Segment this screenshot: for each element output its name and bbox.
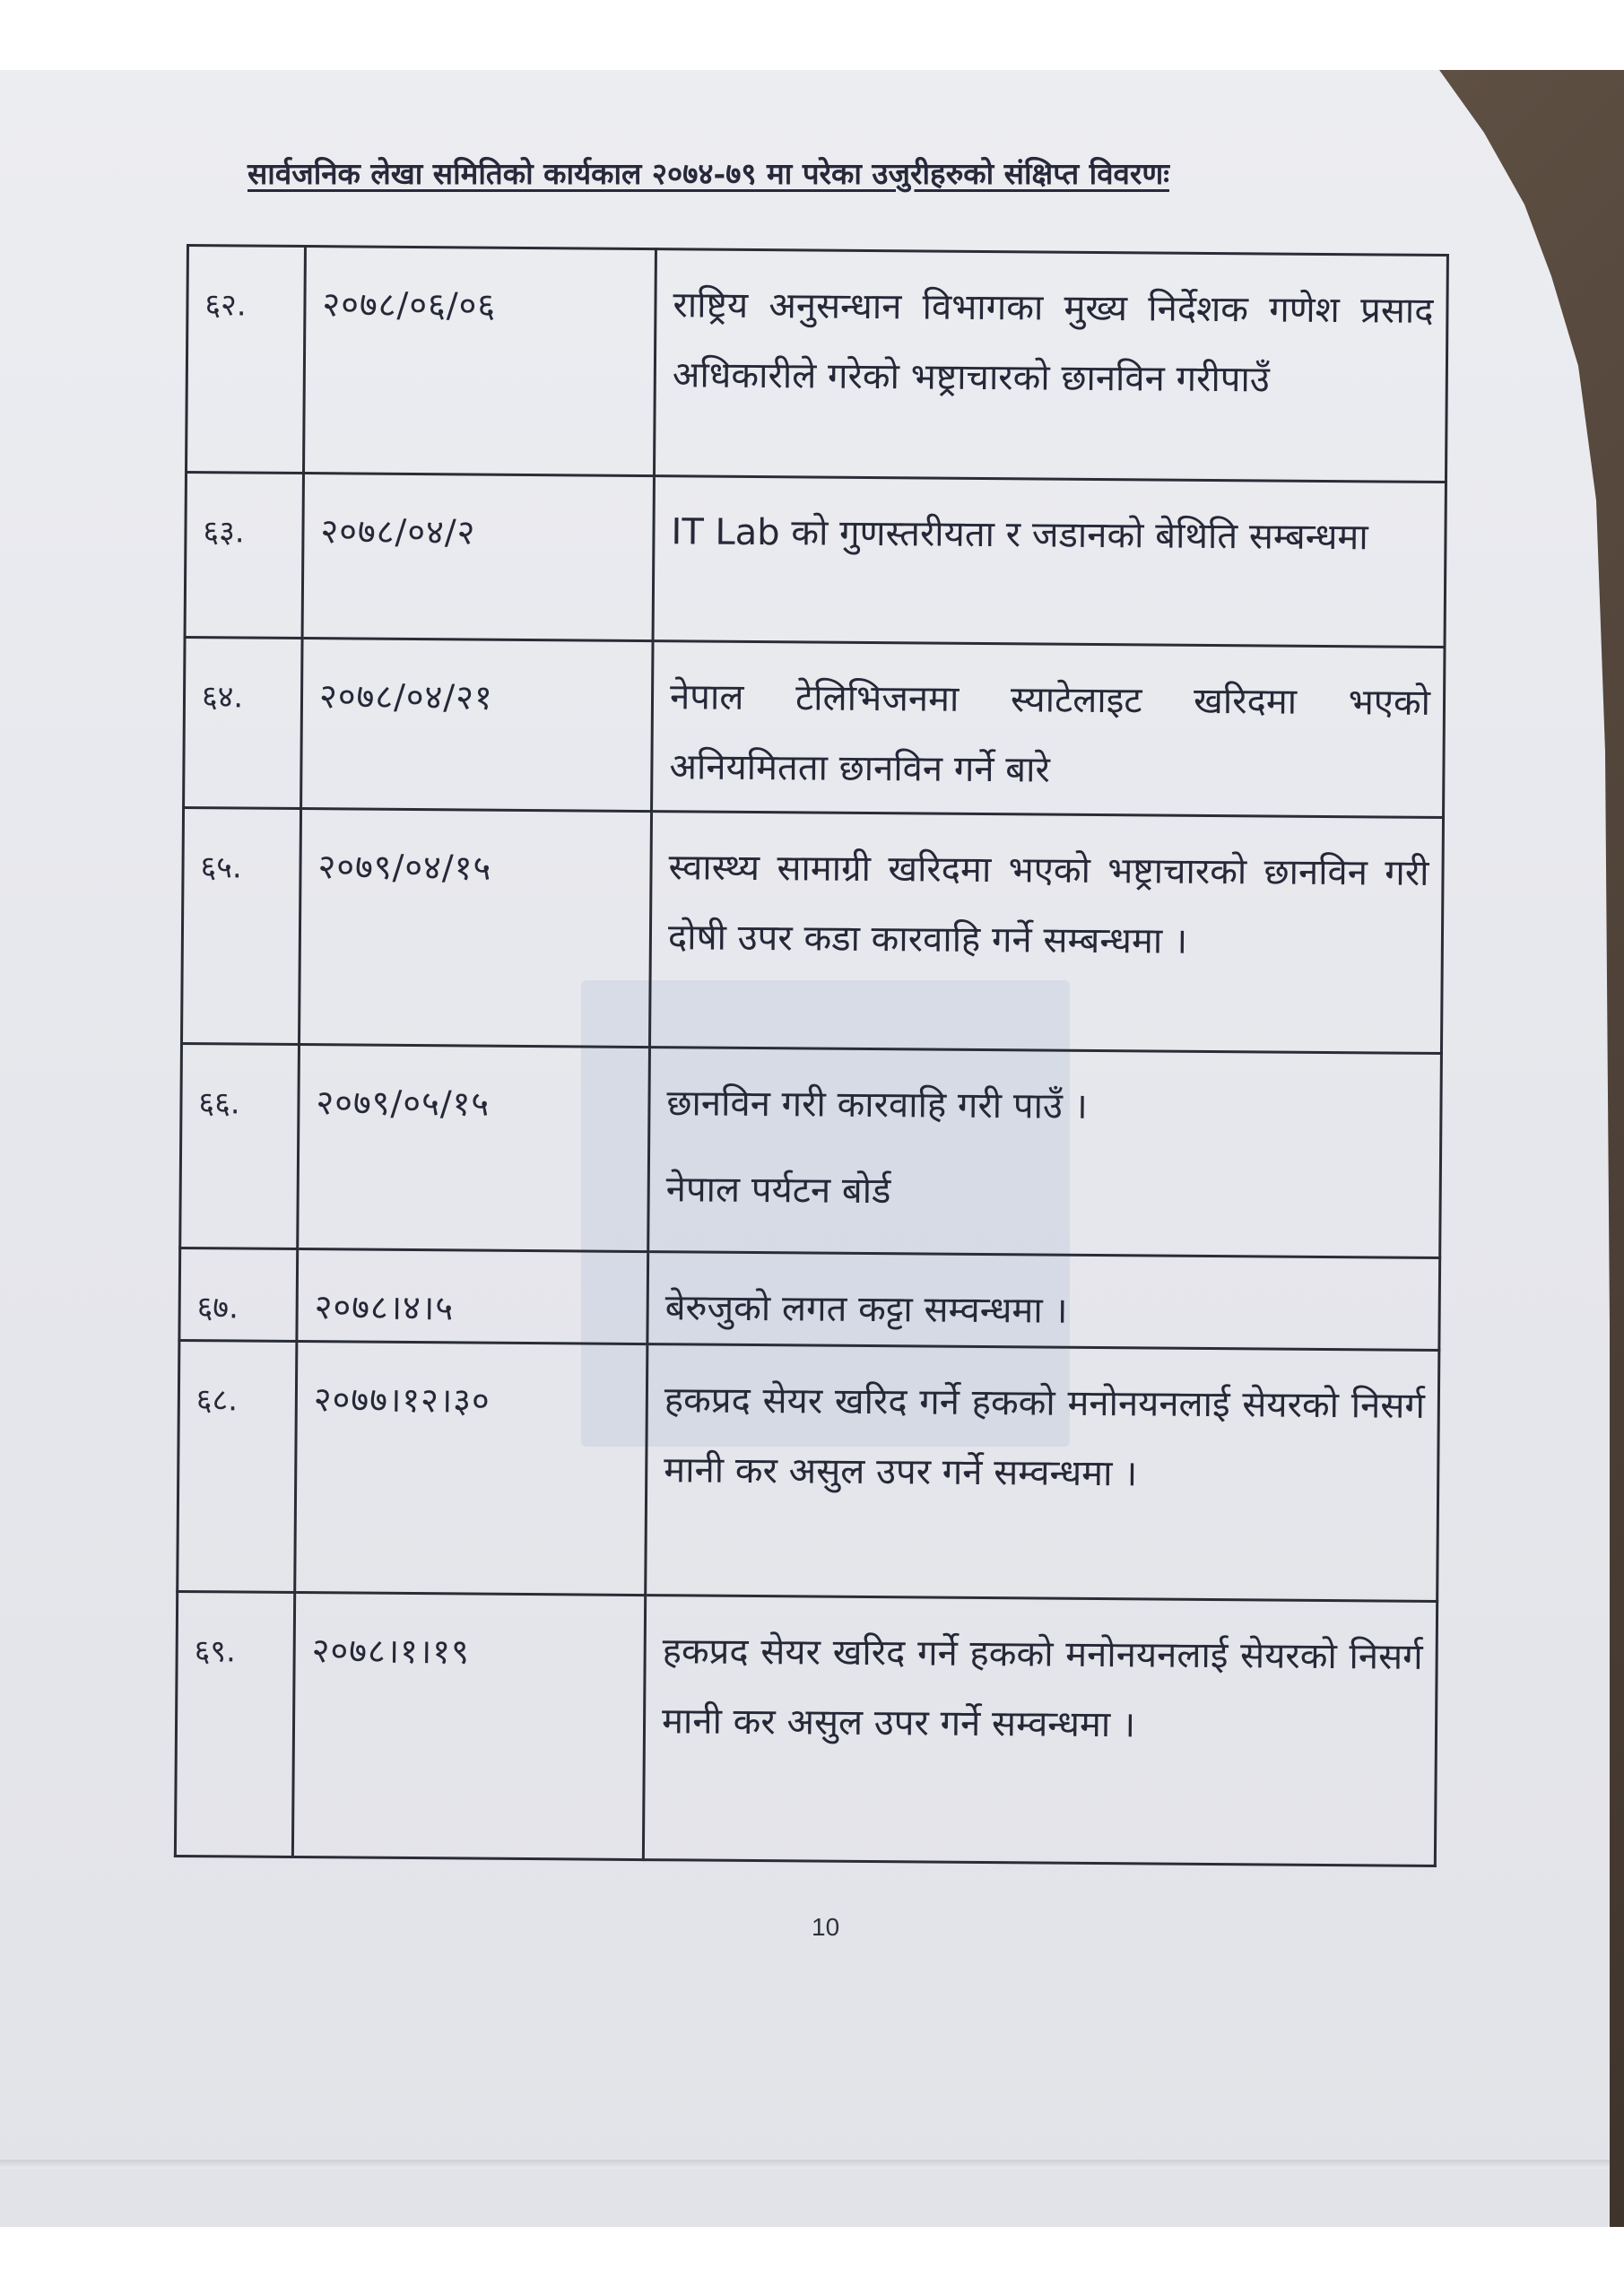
date-cell: २०७९/०५/१५ [298,1045,650,1252]
paper-stack-edge [0,2160,1624,2169]
subject-text: छानविन गरी कारवाहि गरी पाउँ । [666,1083,1088,1127]
table-row [180,1043,1442,1257]
subject-cell [654,249,1447,483]
serial-number-cell: ६२. [187,246,306,474]
subject-text: IT Lab को गुणस्तरीयता र जडानको बेथिति सम्बन्धमा [671,511,1368,559]
complaints-table-body [175,246,1447,1866]
subject-text: हकप्रद सेयर खरिद गर्ने हकको मनोनयनलाई सेयरको निसर्ग मानी कर असुल उपर गर्ने सम्वन्धमा । [661,1631,1423,1746]
subject-cell [647,1252,1440,1351]
subject-cell [653,476,1446,648]
date-cell: २०७८/०४/२ [302,474,654,641]
table-row [175,1591,1437,1866]
subject-text: नेपाल टेलिभिजनमा स्याटेलाइट खरिदमा भएको अनियमितता छानविन गर्ने बारे [669,676,1431,791]
serial-number-cell: ६५. [181,807,300,1044]
subject-cell [648,1048,1442,1258]
subject-cell [643,1596,1437,1866]
subject-cell [652,641,1445,818]
date-cell: २०७८/०६/०६ [303,247,656,476]
subject-cell [646,1344,1439,1602]
page-number: 10 [812,1913,840,1941]
serial-number-cell: ६४. [184,637,302,808]
subject-text: बेरुजुको लगत कट्टा सम्वन्धमा । [664,1287,1068,1332]
date-cell: २०७९/०४/१५ [299,809,651,1048]
date-cell: २०७८।४।५ [297,1249,648,1344]
subject-text: नेपाल पर्यटन बोर्ड [665,1169,891,1213]
date-cell: २०७७।१२।३० [295,1342,647,1596]
table-row [185,473,1446,648]
table-row [184,637,1445,817]
serial-number-cell: ६३. [185,473,303,639]
complaints-table [174,244,1449,1867]
subject-text: स्वास्थ्य सामाग्री खरिदमा भएको भष्ट्राचारको छानविन गरी दोषी उपर कडा कारवाहि गर्ने सम्बन्धमा । [667,847,1429,962]
subject-text: राष्ट्रिय अनुसन्धान विभागका मुख्य निर्देशक गणेश प्रसाद अधिकारीले गरेको भष्ट्राचारको छानविन गरीपाउँ [672,284,1434,401]
subject-cell [649,812,1443,1054]
serial-number-cell: ६८. [178,1340,297,1592]
table-row [187,246,1448,483]
subject-text: हकप्रद सेयर खरिद गर्ने हकको मनोनयनलाई सेयरको निसर्ग मानी कर असुल उपर गर्ने सम्वन्धमा । [664,1379,1426,1495]
table-row [179,1248,1440,1350]
serial-number-cell: ६६. [180,1043,300,1248]
serial-number-cell: ६९. [175,1591,294,1857]
serial-number-cell: ६७. [179,1248,298,1341]
table-row [181,807,1443,1053]
page-title: सार्वजनिक लेखा समितिको कार्यकाल २०७४-७९ मा परेका उजुरीहरुको संक्षिप्त विवरणः [248,156,1169,191]
date-cell: २०७८।१।१९ [292,1592,645,1859]
table-row [178,1340,1439,1601]
date-cell: २०७८/०४/२१ [301,639,653,812]
